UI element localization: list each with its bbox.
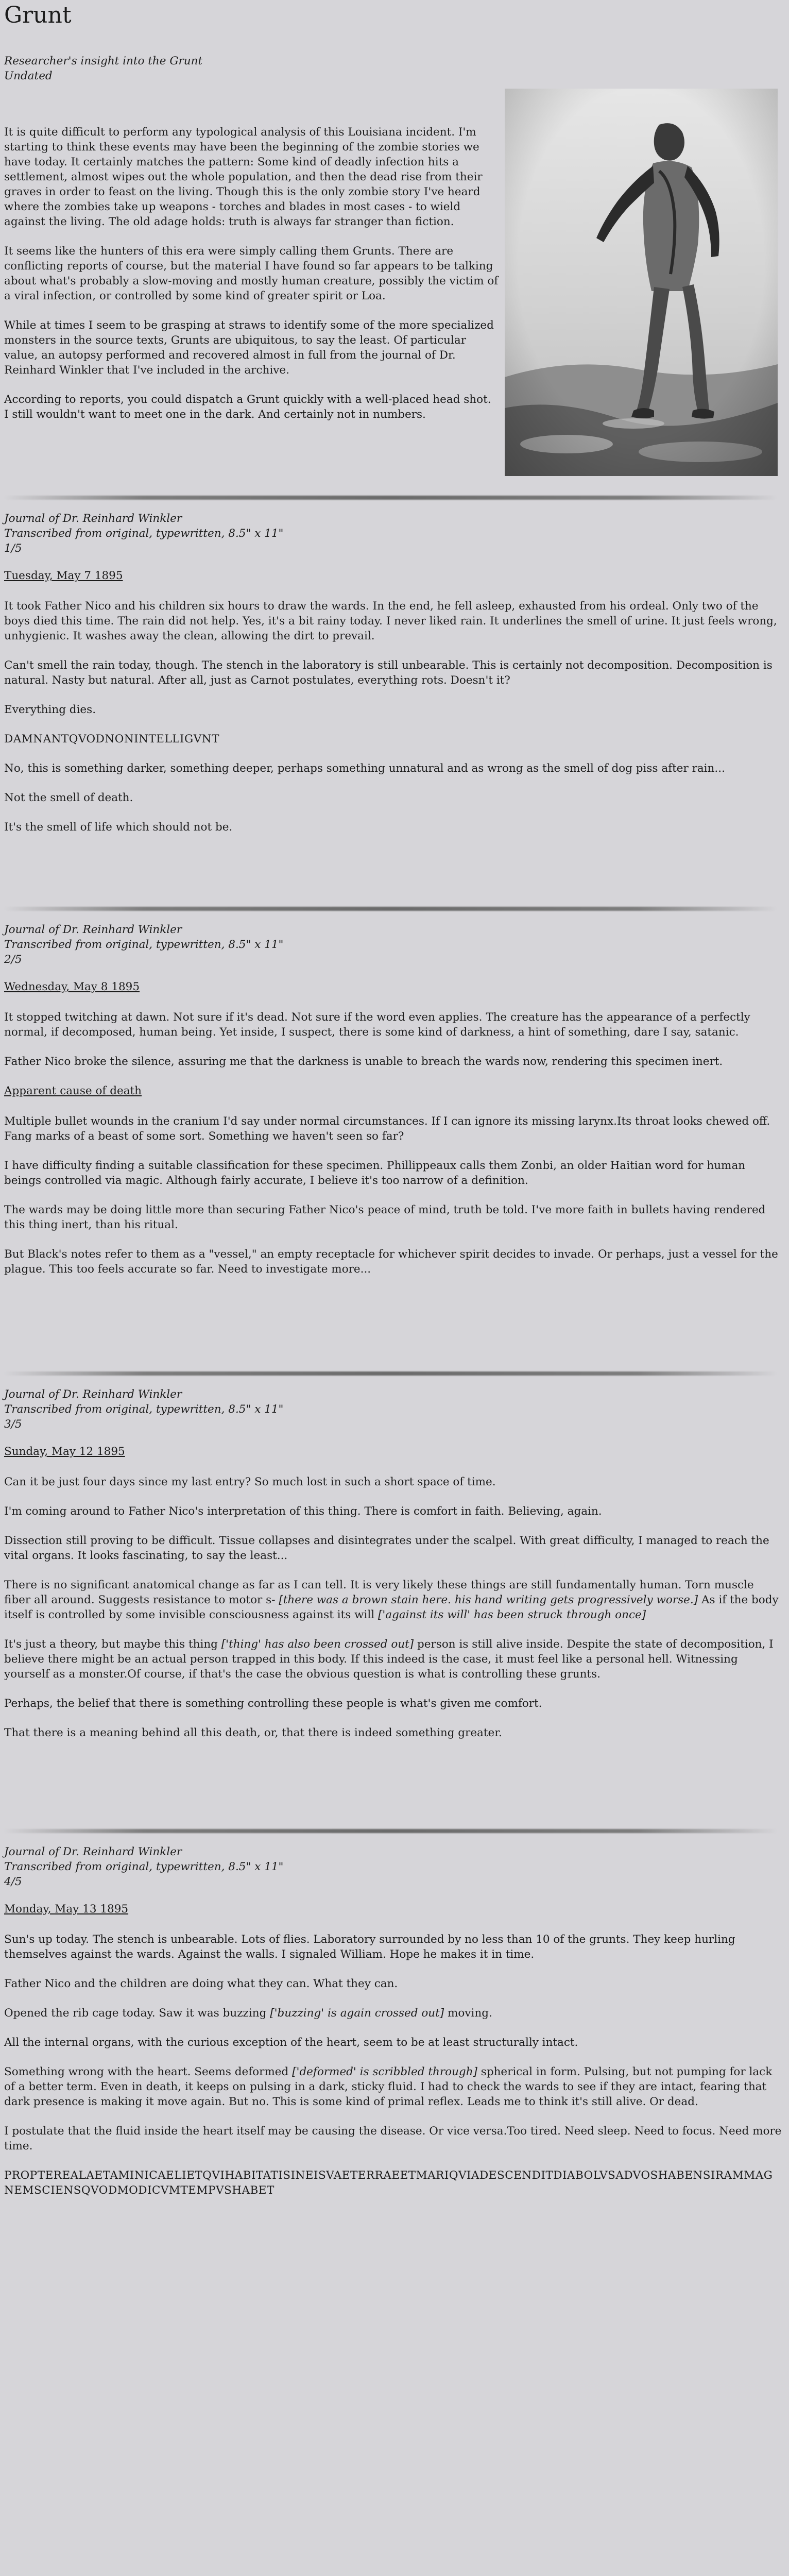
entry-paragraph: The wards may be doing little more than securing Father Nico's peace of mind, truth be told. I've more faith in bullets having rendered this thing inert, than his ritual. — [4, 1204, 766, 1231]
intro-subtitle: Researcher's insight into the Grunt — [4, 55, 203, 67]
entry-paragraph: Multiple bullet wounds in the cranium I'd say under normal circumstances. If I can ignore its missing larynx.Its throat looks chewed off. Fang marks of a beast of some sort. Something we haven't seen so far? — [4, 1115, 770, 1143]
editor-note: ['buzzing' is again crossed out] — [270, 2007, 444, 2020]
editor-note: ['deformed' is scribbled through] — [292, 2065, 477, 2078]
entry-header — [4, 922, 782, 967]
journal-name: Journal of Dr. Reinhard Winkler — [4, 1845, 182, 1858]
entry-header — [4, 1844, 782, 1889]
entry-date: Monday, May 13 1895 — [4, 1903, 129, 1916]
latin-inscription: PROPTEREALAETAMINICAELIETQVIHABITATISINEISVAETERRAEETMARIQVIADESCENDITDIABOLVSADVOSHABENSIRAMMAGNEMSCIENSQVODMODICVMTEMPVSHABET — [4, 2169, 773, 2197]
journal-source: Transcribed from original, typewritten, 8.5" x 11" — [4, 1860, 284, 1873]
journal-name: Journal of Dr. Reinhard Winkler — [4, 512, 182, 525]
journal-entry-2 — [4, 922, 782, 1291]
entry-paragraph: Not the smell of death. — [4, 791, 133, 804]
section-divider — [4, 496, 777, 500]
entry-text: It's just a theory, but maybe this thing — [4, 1638, 218, 1651]
editor-note: [there was a brown stain here. his hand writing gets progressively worse.] — [279, 1594, 698, 1606]
intro-paragraph: It seems like the hunters of this era were simply calling them Grunts. There are conflicting reports of course, but the material I have found so far appears to be talking about what's probably a slow-moving and mostly human creature, possibly the victim of a viral infection, or controlled by some kind of greater spirit or Loa. — [4, 245, 499, 302]
journal-entry-3 — [4, 1387, 782, 1755]
journal-entry-1 — [4, 511, 782, 849]
entry-date: Tuesday, May 7 1895 — [4, 569, 123, 582]
latin-inscription: DAMNANTQVODNONINTELLIGVNT — [4, 733, 219, 745]
entry-text: Something wrong with the heart. Seems deformed — [4, 2065, 289, 2078]
journal-source: Transcribed from original, typewritten, 8.5" x 11" — [4, 1403, 284, 1416]
intro-paragraph: According to reports, you could dispatch a Grunt quickly with a well-placed head shot. I still wouldn't want to meet one in the dark. And certainly not in numbers. — [4, 393, 491, 421]
entry-header — [4, 511, 782, 556]
zombie-photograph-icon — [505, 89, 778, 476]
section-divider — [4, 1371, 777, 1376]
entry-paragraph: Father Nico and the children are doing what they can. What they can. — [4, 1977, 398, 1990]
journal-page: 3/5 — [4, 1418, 22, 1431]
section-subheading: Apparent cause of death — [4, 1084, 142, 1097]
entry-paragraph: Can it be just four days since my last entry? So much lost in such a short space of time. — [4, 1476, 496, 1488]
entry-paragraph: That there is a meaning behind all this death, or, that there is indeed something greater. — [4, 1726, 502, 1739]
entry-text: spherical in form. Pulsing, but not pumping for lack of a better term. Even in death, it keeps on pulsing in a dark, sticky fluid. I had to check the wards to see if they are intact, fearing that dark presence is making it move again. But no. This is some kind of primal reflex. Leads me to think it's still alive. Or dead. — [4, 2065, 773, 2108]
entry-text: person is still alive inside. Despite the state of decomposition, I believe there might be an actual person trapped in this body. If this indeed is the case, it must feel like a personal hell. Witnessing yourself as a monster.Of course, if that's the case the obvious question is what is controlling these grunts. — [4, 1638, 774, 1681]
entry-paragraph: All the internal organs, with the curious exception of the heart, seem to be at least structurally intact. — [4, 2036, 578, 2049]
entry-paragraph: Everything dies. — [4, 703, 96, 716]
entry-paragraph: Dissection still proving to be difficult. Tissue collapses and disintegrates under the scalpel. With great difficulty, I managed to reach the vital organs. It looks fascinating, to say the least... — [4, 1534, 769, 1562]
intro-paragraph: While at times I seem to be grasping at straws to identify some of the more specialized monsters in the source texts, Grunts are ubiquitous, to say the least. Of particular value, an autopsy performed and recovered almost in full from the journal of Dr. Reinhard Winkler that I've included in the archive. — [4, 319, 494, 377]
journal-page: 4/5 — [4, 1875, 22, 1888]
entry-paragraph: Can't smell the rain today, though. The stench in the laboratory is still unbearable. This is certainly not decomposition. Decomposition is natural. Nasty but natural. After all, just as Carnot postulates, everything rots. Doesn't it? — [4, 659, 773, 687]
entry-text: Opened the rib cage today. Saw it was buzzing — [4, 2007, 267, 2020]
intro-meta — [4, 54, 499, 83]
entry-text: As if the body itself is controlled by some invisible consciousness against its will — [4, 1594, 779, 1621]
entry-date: Sunday, May 12 1895 — [4, 1445, 125, 1458]
journal-name: Journal of Dr. Reinhard Winkler — [4, 923, 182, 936]
entry-paragraph: No, this is something darker, something deeper, perhaps something unnatural and as wrong as the smell of dog piss after rain... — [4, 762, 725, 775]
entry-paragraph: Sun's up today. The stench is unbearable. Lots of flies. Laboratory surrounded by no less than 10 of the grunts. They keep hurling themselves against the wards. Against the walls. I signaled William. Hope he makes it in time. — [4, 1933, 735, 1961]
intro-paragraph: It is quite difficult to perform any typological analysis of this Louisiana incident. I'm starting to think these events may have been the beginning of the zombie stories we have today. It certainly matches the pattern: Some kind of deadly infection hits a settlement, almost wipes out the whole population, and then the dead rise from their graves in order to feast on the living. Though this is the only zombie story I've heard where the zombies take up weapons - torches and blades in most cases - to wield against the living. The old adage holds: truth is always far stranger than fiction. — [4, 126, 483, 228]
entry-paragraph: It took Father Nico and his children six hours to draw the wards. In the end, he fell asleep, exhausted from his ordeal. Only two of the boys died this time. The rain did not help. Yes, it's a bit rainy today. I never liked rain. It underlines the smell of urine. It just feels wrong, unhygienic. It washes away the clean, allowing the dirt to prevail. — [4, 600, 777, 642]
entry-paragraph: Father Nico broke the silence, assuring me that the darkness is unable to breach the wards now, rendering this specimen inert. — [4, 1055, 723, 1068]
entry-paragraph: I postulate that the fluid inside the heart itself may be causing the disease. Or vice versa.Too tired. Need sleep. Need to focus. Need more time. — [4, 2125, 782, 2153]
entry-paragraph: But Black's notes refer to them as a "vessel," an empty receptacle for whichever spirit decides to invade. Or perhaps, just a vessel for the plague. This too feels accurate so far. Need to investigate more... — [4, 1248, 778, 1276]
intro-date: Undated — [4, 70, 53, 82]
journal-page: 2/5 — [4, 953, 22, 966]
section-divider — [4, 1829, 777, 1833]
entry-paragraph — [4, 2006, 782, 2021]
entry-paragraph — [4, 1637, 782, 1682]
entry-paragraph: It's the smell of life which should not be. — [4, 821, 233, 834]
entry-paragraph: I have difficulty finding a suitable classification for these specimen. Phillippeaux calls them Zonbi, an older Haitian word for human beings controlled via magic. Although fairly accurate, I believe it's too narrow of a definition. — [4, 1159, 746, 1187]
journal-source: Transcribed from original, typewritten, 8.5" x 11" — [4, 938, 284, 951]
entry-paragraph — [4, 2064, 782, 2109]
entry-header — [4, 1387, 782, 1432]
entry-paragraph: Perhaps, the belief that there is something controlling these people is what's given me comfort. — [4, 1697, 542, 1710]
journal-source: Transcribed from original, typewritten, 8.5" x 11" — [4, 527, 284, 540]
entry-date: Wednesday, May 8 1895 — [4, 980, 140, 993]
entry-paragraph: I'm coming around to Father Nico's interpretation of this thing. There is comfort in faith. Believing, again. — [4, 1505, 602, 1518]
entry-paragraph: It stopped twitching at dawn. Not sure if it's dead. Not sure if the word even applies. The creature has the appearance of a perfectly normal, if decomposed, human being. Yet inside, I suspect, there is some kind of darkness, a hint of something, dare I say, satanic. — [4, 1011, 750, 1039]
journal-entry-4 — [4, 1844, 782, 2212]
journal-page: 1/5 — [4, 542, 22, 555]
editor-note: ['thing' has also been crossed out] — [221, 1638, 414, 1651]
section-divider — [4, 907, 777, 911]
editor-note: ['against its will' has been struck through once] — [378, 1608, 646, 1621]
journal-name: Journal of Dr. Reinhard Winkler — [4, 1388, 182, 1401]
intro-section — [4, 54, 499, 436]
entry-text: There is no significant anatomical change as far as I can tell. It is very likely these things are still fundamentally human. Torn muscle fiber all around. Suggests resistance to motor s- — [4, 1579, 754, 1606]
entry-text: moving. — [448, 2007, 492, 2020]
page-title: Grunt — [4, 2, 72, 28]
entry-paragraph — [4, 1578, 782, 1622]
